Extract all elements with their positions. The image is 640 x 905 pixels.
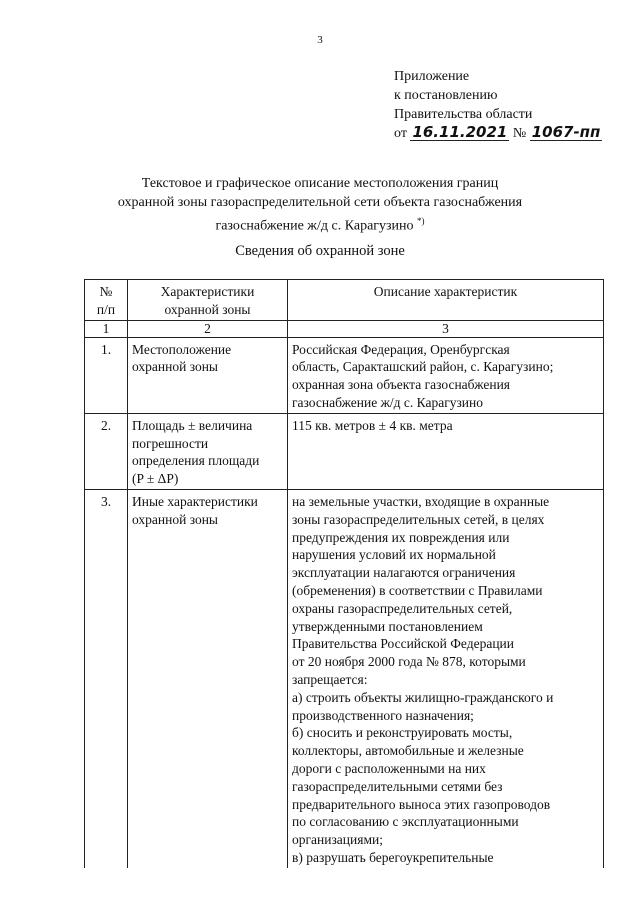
- header-num: № п/п: [85, 280, 128, 321]
- handwritten-date: 16.11.2021: [412, 123, 508, 141]
- appendix-date-line: [394, 124, 602, 143]
- document-title: [0, 174, 640, 236]
- row-characteristic: Местоположение охранной зоны: [128, 337, 288, 413]
- appendix-line-3: Правительства области: [394, 107, 533, 122]
- row-num: 1.: [85, 337, 128, 413]
- column-number-row: [85, 320, 604, 337]
- table-row: [85, 489, 604, 867]
- appendix-line-2: к постановлению: [394, 88, 498, 103]
- title-line-3: [0, 212, 640, 236]
- row-num: 2.: [85, 413, 128, 489]
- header-description: Описание характеристик: [288, 280, 604, 321]
- handwritten-number: 1067-пп: [531, 123, 601, 141]
- appendix-from-label: от: [394, 126, 407, 141]
- table-row: [85, 413, 604, 489]
- table-header-row: [85, 280, 604, 321]
- appendix-number-label: №: [512, 126, 527, 141]
- row-num: 3.: [85, 489, 128, 867]
- header-characteristic: Характеристики охранной зоны: [128, 280, 288, 321]
- row-description: на земельные участки, входящие в охранные зоны газораспределительных сетей, в целях предупреждения их повреждения или нарушения условий их нормальной эксплуатации налагаются ограничения (обременения) в соответствии с Правилами охраны газораспределительных сетей, утвержденными постановлением Правительства Российской Федерации от 20 ноября 2000 года № 878, которыми запрещается: а) строить объекты жилищно-гражданского и производственного назначения; б) сносить и реконструировать мосты, коллекторы, автомобильные и железные дороги с расположенными на них газораспределительными сетями без предварительного выноса этих газопроводов по согласованию с эксплуатационными организациями; в) разрушать берегоукрепительные: [288, 489, 604, 867]
- row-description: Российская Федерация, Оренбургская область, Саракташский район, с. Карагузино; охранная зона объекта газоснабжения газоснабжение ж/д с. Карагузино: [288, 337, 604, 413]
- footnote-mark: *): [417, 216, 425, 226]
- row-characteristic: Иные характеристики охранной зоны: [128, 489, 288, 867]
- section-subtitle: Сведения об охранной зоне: [235, 243, 405, 259]
- appendix-block: [394, 67, 602, 143]
- appendix-line-1: Приложение: [394, 69, 470, 84]
- row-characteristic: Площадь ± величина погрешности определения площади (P ± ΔP): [128, 413, 288, 489]
- table-row: [85, 337, 604, 413]
- page-number: 3: [317, 34, 323, 46]
- column-number: 3: [288, 320, 604, 337]
- zone-info-table: [84, 279, 604, 868]
- title-line-2: охранной зоны газораспределительной сети объекта газоснабжения: [117, 195, 523, 210]
- column-number: 2: [128, 320, 288, 337]
- title-line-3-text: газоснабжение ж/д с. Карагузино: [215, 218, 414, 234]
- column-number: 1: [85, 320, 128, 337]
- title-line-1: Текстовое и графическое описание местоположения границ: [141, 176, 499, 191]
- row-description: 115 кв. метров ± 4 кв. метра: [288, 413, 604, 489]
